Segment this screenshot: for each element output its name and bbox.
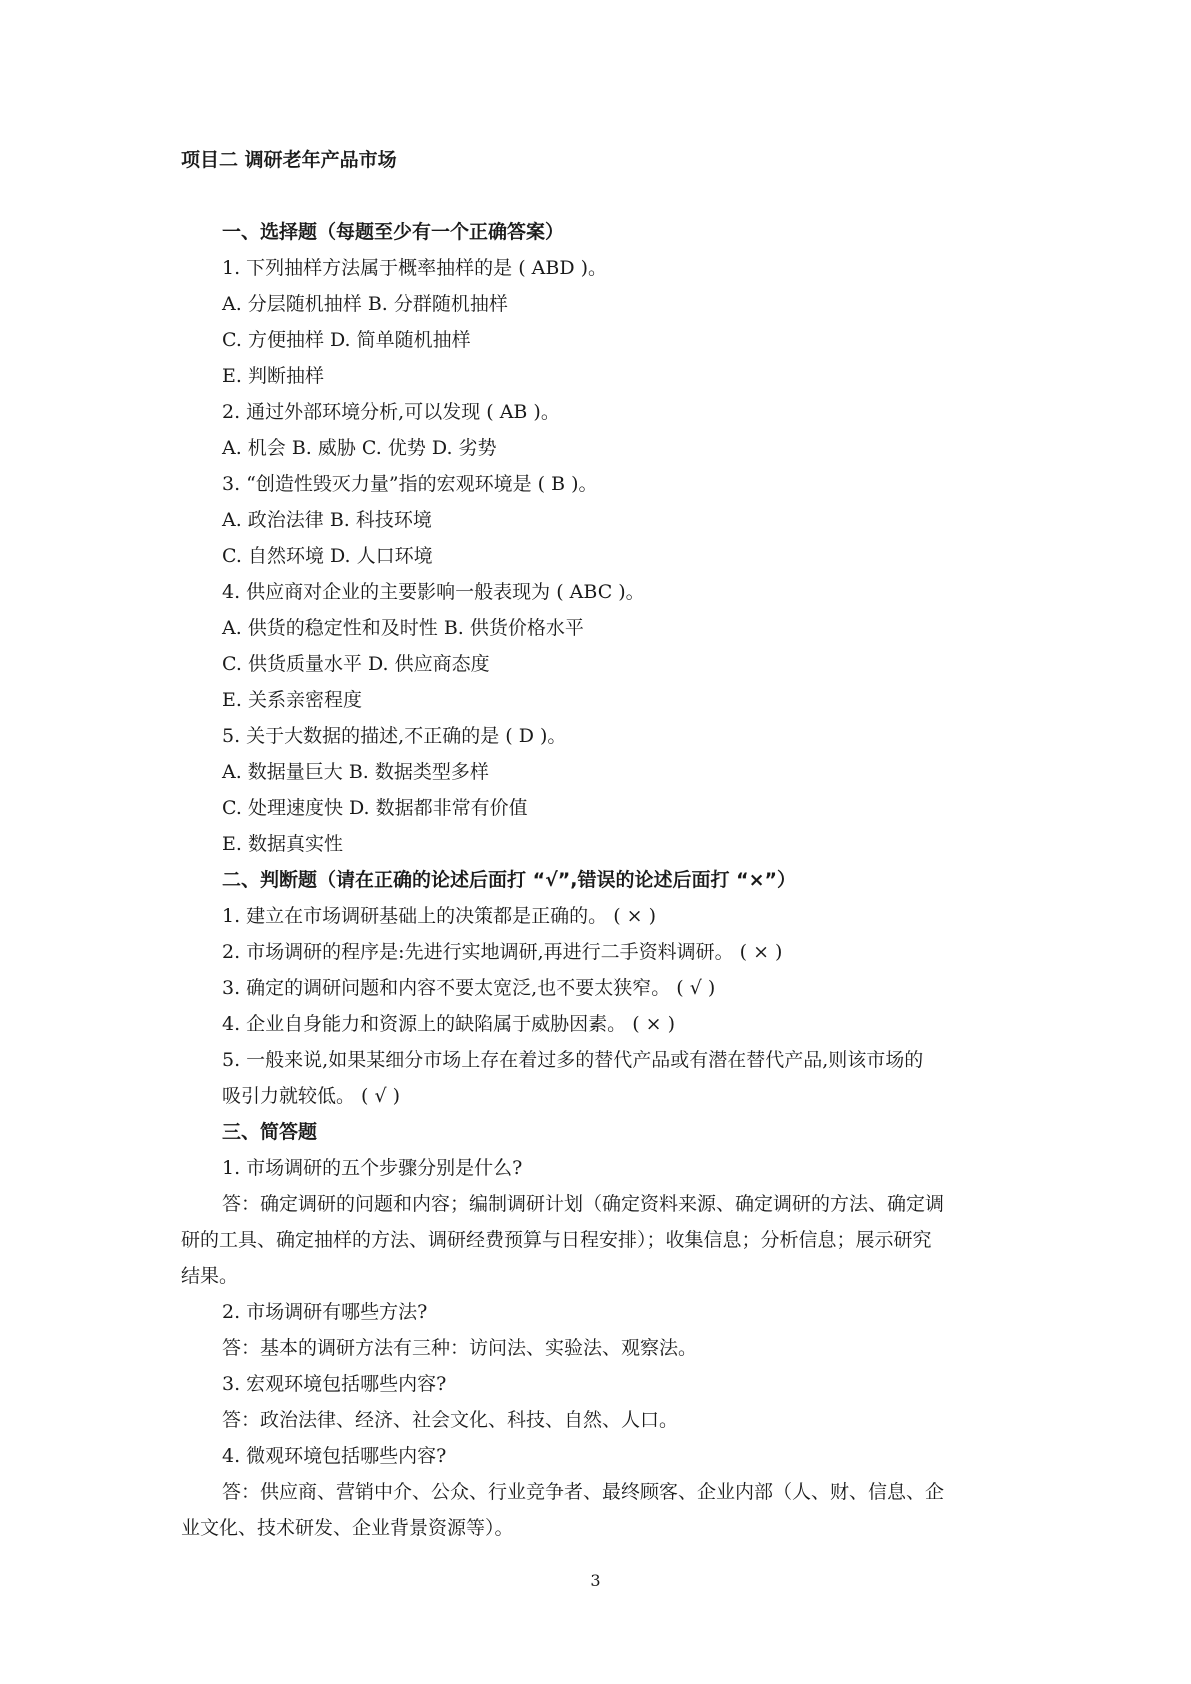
judgment-line: 4. 企业自身能力和资源上的缺陷属于威胁因素。 ( × ) bbox=[222, 1013, 676, 1035]
choice-line: E. 数据真实性 bbox=[222, 833, 343, 855]
question-2: 2. 市场调研有哪些方法? bbox=[222, 1301, 428, 1323]
choice-line: E. 判断抽样 bbox=[222, 365, 324, 387]
choice-line: 5. 关于大数据的描述,不正确的是 ( D )。 bbox=[222, 725, 567, 747]
choice-line: C. 供货质量水平 D. 供应商态度 bbox=[222, 653, 490, 675]
answer-1-line: 答：确定调研的问题和内容；编制调研计划（确定资料来源、确定调研的方法、确定调 bbox=[222, 1193, 945, 1215]
choice-line: 2. 通过外部环境分析,可以发现 ( AB )。 bbox=[222, 401, 560, 423]
choice-line: C. 自然环境 D. 人口环境 bbox=[222, 545, 433, 567]
choice-line: C. 处理速度快 D. 数据都非常有价值 bbox=[222, 797, 528, 819]
judgment-line: 3. 确定的调研问题和内容不要太宽泛,也不要太狭窄。 ( √ ) bbox=[222, 977, 716, 999]
answer-1-line: 研的工具、确定抽样的方法、调研经费预算与日程安排）；收集信息；分析信息；展示研究 bbox=[181, 1229, 932, 1251]
document-title: 项目二 调研老年产品市场 bbox=[181, 149, 397, 171]
answer-2: 答：基本的调研方法有三种：访问法、实验法、观察法。 bbox=[222, 1337, 698, 1359]
choice-line: A. 供货的稳定性和及时性 B. 供货价格水平 bbox=[222, 617, 584, 639]
choice-line: A. 机会 B. 威胁 C. 优势 D. 劣势 bbox=[222, 437, 497, 459]
choice-line: 3. “创造性毁灭力量”指的宏观环境是 ( B )。 bbox=[222, 473, 598, 495]
choice-line: A. 政治法律 B. 科技环境 bbox=[222, 509, 432, 531]
judgment-line: 2. 市场调研的程序是:先进行实地调研,再进行二手资料调研。 ( × ) bbox=[222, 941, 783, 963]
choice-line: E. 关系亲密程度 bbox=[222, 689, 362, 711]
choice-line: A. 分层随机抽样 B. 分群随机抽样 bbox=[222, 293, 508, 315]
question-4: 4. 微观环境包括哪些内容? bbox=[222, 1445, 447, 1467]
judgment-line: 5. 一般来说,如果某细分市场上存在着过多的替代产品或有潜在替代产品,则该市场的 bbox=[222, 1049, 924, 1071]
section-heading-judgment: 二、判断题（请在正确的论述后面打 “√”,错误的论述后面打 “×”） bbox=[222, 869, 796, 891]
choice-line: 1. 下列抽样方法属于概率抽样的是 ( ABD )。 bbox=[222, 257, 608, 279]
judgment-line: 吸引力就较低。 ( √ ) bbox=[222, 1085, 401, 1107]
question-1: 1. 市场调研的五个步骤分别是什么? bbox=[222, 1157, 523, 1179]
section-heading-short-answer: 三、简答题 bbox=[222, 1121, 318, 1143]
choice-line: C. 方便抽样 D. 简单随机抽样 bbox=[222, 329, 471, 351]
question-3: 3. 宏观环境包括哪些内容? bbox=[222, 1373, 447, 1395]
judgment-line: 1. 建立在市场调研基础上的决策都是正确的。 ( × ) bbox=[222, 905, 657, 927]
answer-4-line: 答：供应商、营销中介、公众、行业竞争者、最终顾客、企业内部（人、财、信息、企 bbox=[222, 1481, 945, 1503]
answer-3: 答：政治法律、经济、社会文化、科技、自然、人口。 bbox=[222, 1409, 679, 1431]
answer-4-line: 业文化、技术研发、企业背景资源等）。 bbox=[181, 1517, 514, 1539]
section-heading-choice: 一、选择题（每题至少有一个正确答案） bbox=[222, 221, 565, 243]
choice-line: A. 数据量巨大 B. 数据类型多样 bbox=[222, 761, 489, 783]
answer-1-line: 结果。 bbox=[181, 1265, 239, 1287]
choice-line: 4. 供应商对企业的主要影响一般表现为 ( ABC )。 bbox=[222, 581, 645, 603]
page-number: 3 bbox=[590, 1571, 601, 1590]
